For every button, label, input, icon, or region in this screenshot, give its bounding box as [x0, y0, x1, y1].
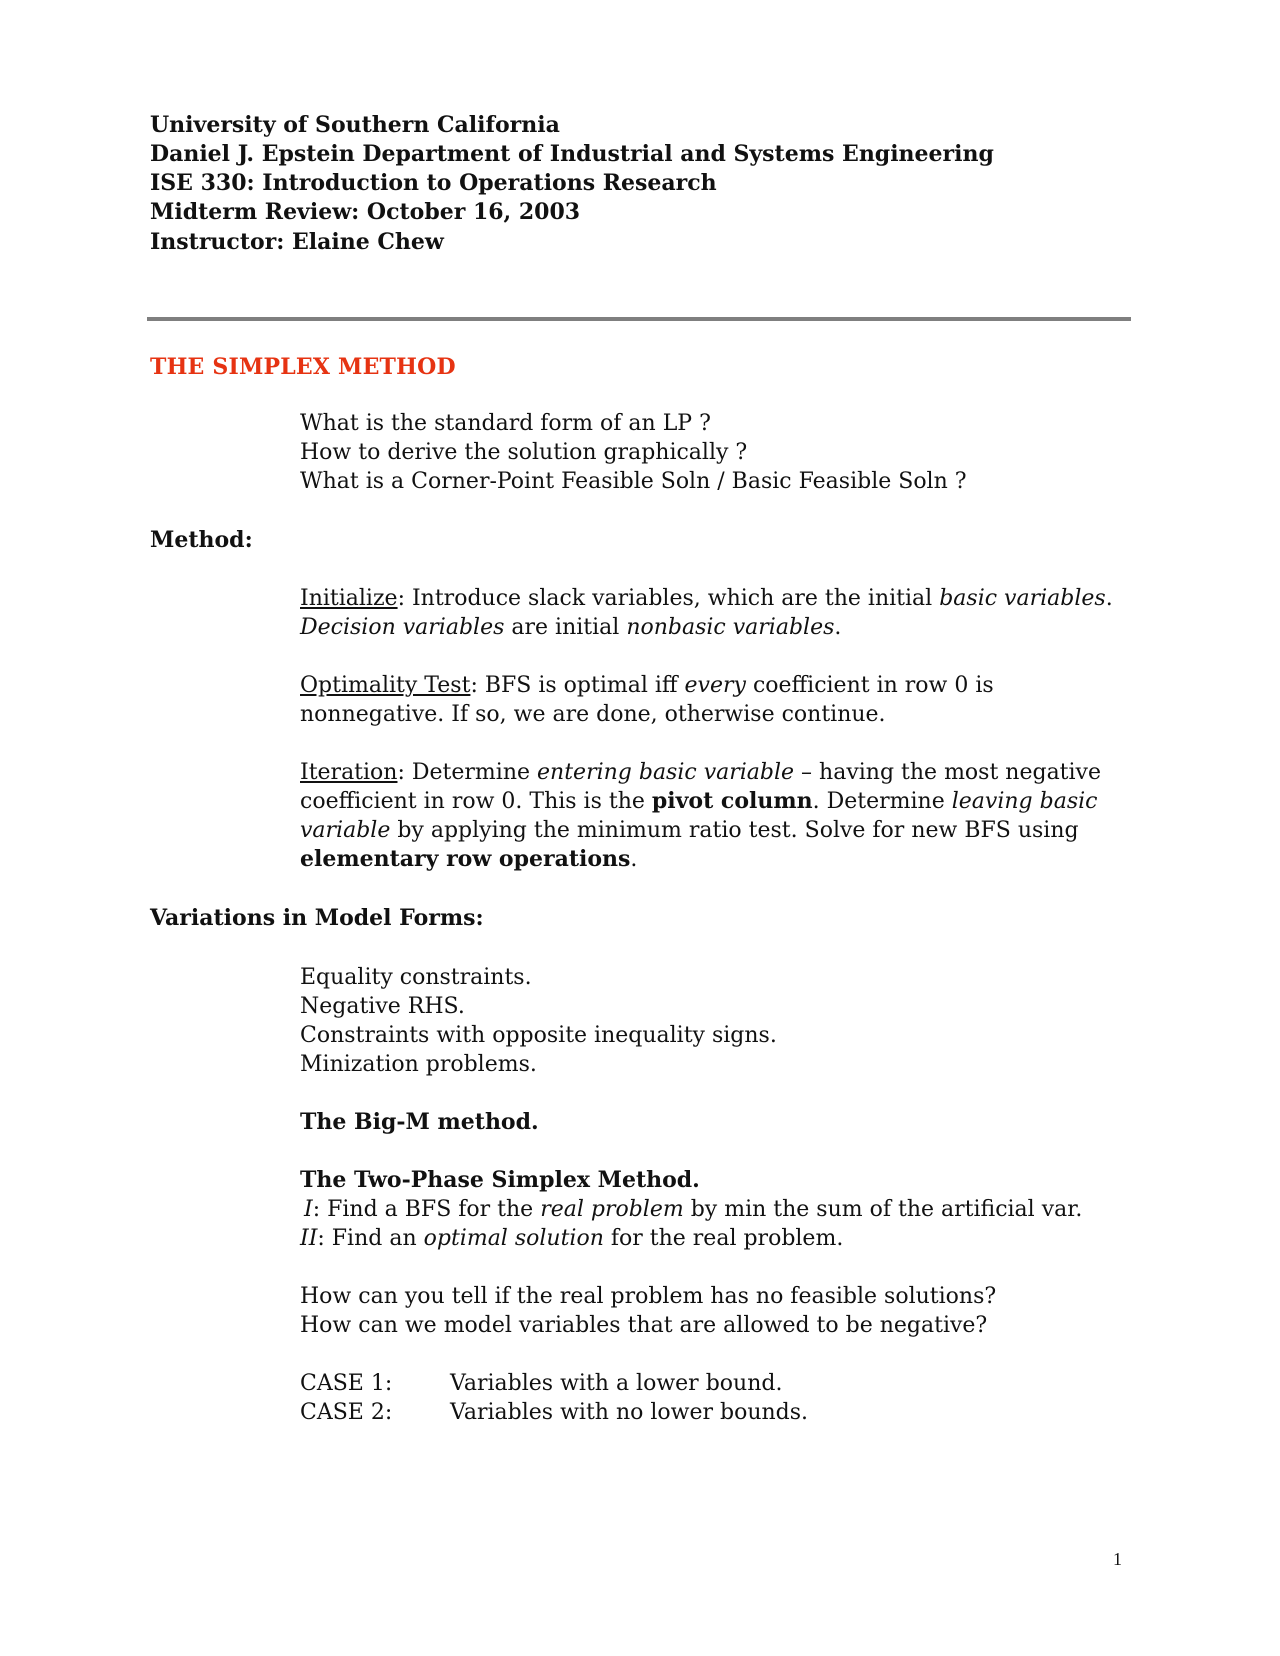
- intro-question: What is the standard form of an LP ?: [300, 411, 711, 436]
- question-line: How can you tell if the real problem has no feasible solutions?: [300, 1284, 997, 1309]
- optimality-line-1: Optimality Test: BFS is optimal iff every coefficient in row 0 is: [300, 673, 994, 698]
- optimality-line-2: nonnegative. If so, we are done, otherwise continue.: [300, 702, 886, 727]
- variation-item: Constraints with opposite inequality signs.: [300, 1023, 777, 1048]
- iteration-line-1: Iteration: Determine entering basic variable – having the most negative: [300, 760, 1102, 785]
- iteration-label: Iteration: [300, 760, 398, 785]
- optimality-label: Optimality Test: [300, 673, 471, 698]
- header-instructor: Instructor: Elaine Chew: [150, 229, 444, 255]
- method-heading: Method:: [150, 527, 253, 553]
- intro-question: How to derive the solution graphically ?: [300, 440, 748, 465]
- variation-item: Equality constraints.: [300, 965, 532, 990]
- header-review-date: Midterm Review: October 16, 2003: [150, 199, 581, 225]
- case-label: CASE 2:: [300, 1400, 393, 1425]
- variation-item: Negative RHS.: [300, 994, 465, 1019]
- initialize-line-2: Decision variables are initial nonbasic variables.: [300, 615, 842, 640]
- phase-1-line: I: Find a BFS for the real problem by min the sum of the artificial var.: [304, 1197, 1083, 1222]
- bigm-heading: The Big-M method.: [300, 1109, 539, 1135]
- initialize-label: Initialize: [300, 586, 398, 611]
- iteration-line-3: variable by applying the minimum ratio test. Solve for new BFS using: [300, 818, 1079, 843]
- variations-heading: Variations in Model Forms:: [150, 905, 484, 931]
- iteration-line-2: coefficient in row 0. This is the pivot column. Determine leaving basic: [300, 788, 1098, 814]
- section-title: THE SIMPLEX METHOD: [150, 354, 456, 380]
- variation-item: Minization problems.: [300, 1052, 537, 1077]
- header-department: Daniel J. Epstein Department of Industrial and Systems Engineering: [150, 141, 994, 167]
- initialize-line-1: Initialize: Introduce slack variables, which are the initial basic variables.: [300, 586, 1113, 611]
- case-line: CASE 2: Variables with no lower bounds.: [300, 1400, 809, 1425]
- phase-2-line: II: Find an optimal solution for the real problem.: [300, 1226, 844, 1251]
- question-line: How can we model variables that are allowed to be negative?: [300, 1313, 988, 1338]
- iteration-line-4: elementary row operations.: [300, 846, 638, 872]
- twophase-heading: The Two-Phase Simplex Method.: [300, 1167, 700, 1193]
- header-divider: [147, 317, 1131, 321]
- header-university: University of Southern California: [150, 112, 560, 138]
- intro-question: What is a Corner-Point Feasible Soln / Basic Feasible Soln ?: [300, 469, 967, 494]
- case-label: CASE 1:: [300, 1371, 393, 1396]
- page-number: 1: [1113, 1549, 1122, 1569]
- header-course: ISE 330: Introduction to Operations Research: [150, 170, 717, 196]
- case-line: CASE 1: Variables with a lower bound.: [300, 1371, 783, 1396]
